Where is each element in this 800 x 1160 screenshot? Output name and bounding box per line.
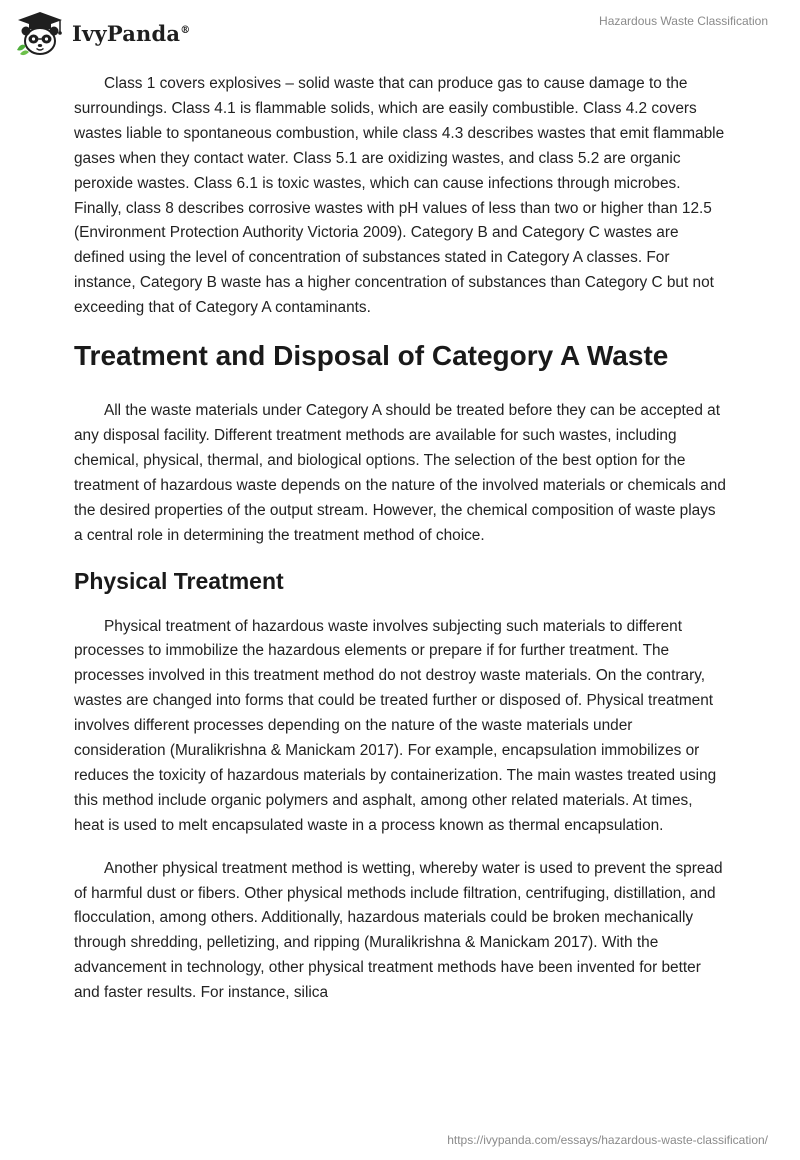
brand-name: IvyPanda®: [72, 20, 191, 46]
article-body: [74, 72, 726, 1024]
panda-graduate-icon: [14, 10, 66, 56]
page-header: [0, 0, 800, 62]
section-heading-treatment-disposal: Treatment and Disposal of Category A Waste: [74, 340, 669, 372]
paragraph-physical-treatment: Physical treatment of hazardous waste involves subjecting such materials to different processes to immobilize the hazardous elements or prepare if for further treatment. The processes involved in this treatment method do not destroy waste materials. On the contrary, wastes are changed into forms that could be treated further or disposed of. Physical treatment involves different processes depending on the nature of the waste materials under consideration (Muralikrishna & Manickam 2017). For example, encapsulation immobilizes or reduces the toxicity of hazardous materials by containerization. The main wastes treated using this method include organic polymers and asphalt, among other related materials. At times, heat is used to melt encapsulated waste in a process known as thermal encapsulation.: [74, 617, 717, 834]
subsection-heading-physical-treatment: Physical Treatment: [74, 567, 284, 594]
paragraph-category-a-treatment: All the waste materials under Category A should be treated before they can be accepted at any disposal facility. Different treatment methods are available for such wastes, including chemical, physical, thermal, and biological options. The selection of the best option for the treatment of hazardous waste depends on the nature of the involved materials or chemicals and the desired properties of the output stream. However, the chemical composition of waste plays a central role in determining the treatment method of choice.: [74, 402, 726, 544]
document-title: Hazardous Waste Classification: [599, 14, 768, 28]
paragraph-class-descriptions: Class 1 covers explosives – solid waste that can produce gas to cause damage to the surroundings. Class 4.1 is flammable solids, which are easily combustible. Class 4.2 covers wastes liable to spontaneous combustion, while class 4.3 describes wastes that emit flammable gases when they contact water. Class 5.1 are oxidizing wastes, and class 5.2 are organic peroxide wastes. Class 6.1 is toxic wastes, which can cause infections through microbes. Finally, class 8 describes corrosive wastes with pH values of less than two or higher than 12.5 (Environment Protection Authority Victoria 2009). Category B and Category C wastes are defined using the level of concentration of substances stated in Category A classes. For instance, Category B waste has a higher concentration of substances than Category C but not exceeding that of Category A contaminants.: [74, 75, 725, 317]
paragraph-other-physical-methods: Another physical treatment method is wetting, whereby water is used to prevent the spread of harmful dust or fibers. Other physical methods include filtration, centrifuging, distillation, and flocculation, among others. Additionally, hazardous materials could be broken mechanically through shredding, pelletizing, and ripping (Muralikrishna & Manickam 2017). With the advancement in technology, other physical treatment methods have been invented for better and faster results. For instance, silica: [74, 859, 723, 1002]
source-url[interactable]: https://ivypanda.com/essays/hazardous-waste-classification/: [447, 1133, 768, 1147]
brand-logo[interactable]: [14, 8, 204, 58]
